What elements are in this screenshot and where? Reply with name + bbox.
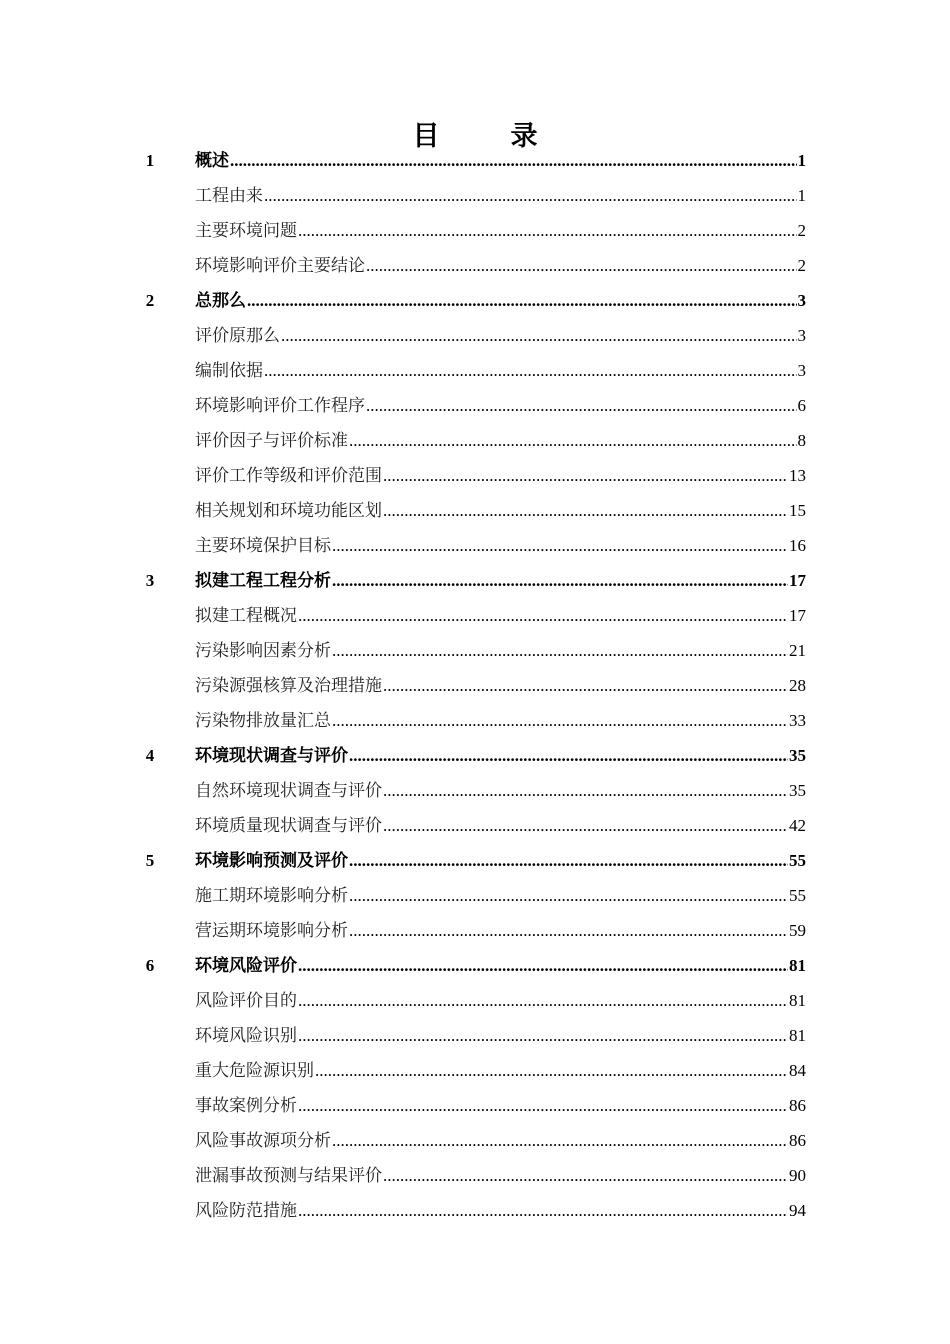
toc-entry[interactable]	[195, 703, 806, 739]
toc-entry-label: 风险评价目的	[195, 991, 297, 1011]
toc-page-number: 2	[797, 256, 806, 275]
dot-leader	[298, 1088, 788, 1123]
toc-entry[interactable]	[195, 983, 806, 1019]
toc-section-row[interactable]	[0, 318, 950, 353]
toc-entry-label: 泄漏事故预测与结果评价	[195, 1166, 382, 1186]
toc-entry[interactable]	[195, 1123, 806, 1159]
dot-leader	[349, 913, 788, 948]
dot-leader	[298, 213, 797, 248]
toc-page-number: 3	[797, 361, 806, 380]
dot-leader	[349, 878, 788, 913]
toc-page-number: 59	[789, 921, 806, 940]
toc-entry-label: 环境现状调查与评价	[195, 746, 348, 766]
toc-section-row[interactable]	[0, 458, 950, 493]
toc-page-number: 35	[789, 746, 806, 765]
dot-leader	[315, 1053, 788, 1088]
toc-page-number: 3	[797, 326, 806, 345]
toc-section-row[interactable]	[0, 1123, 950, 1158]
toc-section-row[interactable]	[0, 1193, 950, 1228]
toc-section-row[interactable]	[0, 598, 950, 633]
toc-chapter-row[interactable]	[0, 563, 950, 598]
toc-entry-label: 事故案例分析	[195, 1096, 297, 1116]
toc-entry[interactable]	[195, 353, 806, 389]
toc-entry-label: 主要环境问题	[195, 221, 297, 241]
toc-entry[interactable]	[195, 808, 806, 844]
chapter-number: 6	[145, 956, 155, 975]
dot-leader	[349, 423, 797, 458]
dot-leader	[332, 633, 788, 668]
toc-entry-label: 评价工作等级和评价范围	[195, 466, 382, 486]
dot-leader	[264, 178, 797, 213]
toc-entry[interactable]	[195, 178, 806, 214]
toc-entry[interactable]	[195, 738, 806, 774]
toc-entry-label: 评价因子与评价标准	[195, 431, 348, 451]
toc-entry-label: 拟建工程概况	[195, 606, 297, 626]
toc-entry[interactable]	[195, 1158, 806, 1194]
toc-section-row[interactable]	[0, 248, 950, 283]
toc-entry[interactable]	[195, 1088, 806, 1124]
dot-leader	[349, 843, 788, 878]
toc-page-number: 55	[789, 886, 806, 905]
toc-page-number: 2	[797, 221, 806, 240]
dot-leader	[383, 458, 788, 493]
dot-leader	[332, 528, 788, 563]
toc-page-number: 55	[789, 851, 806, 870]
toc-entry-label: 主要环境保护目标	[195, 536, 331, 556]
toc-entry-label: 施工期环境影响分析	[195, 886, 348, 906]
toc-entry-label: 重大危险源识别	[195, 1061, 314, 1081]
toc-section-row[interactable]	[0, 983, 950, 1018]
toc-entry[interactable]	[195, 493, 806, 529]
toc-entry[interactable]	[195, 948, 806, 984]
toc-entry-label: 风险事故源项分析	[195, 1131, 331, 1151]
toc-entry[interactable]	[195, 528, 806, 564]
toc-page-number: 81	[789, 956, 806, 975]
dot-leader	[383, 1158, 788, 1193]
toc-title: 目 录	[412, 121, 560, 152]
toc-entry-label: 污染源强核算及治理措施	[195, 676, 382, 696]
toc-section-row[interactable]	[0, 388, 950, 423]
toc-page-number: 1	[797, 151, 806, 170]
toc-entry-label: 相关规划和环境功能区划	[195, 501, 382, 521]
toc-section-row[interactable]	[0, 633, 950, 668]
toc-entry-label: 工程由来	[195, 186, 263, 206]
toc-page-number: 16	[789, 536, 806, 555]
toc-entry[interactable]	[195, 563, 806, 599]
toc-section-row[interactable]	[0, 773, 950, 808]
toc-page-number: 17	[789, 571, 806, 590]
toc-entry-label: 污染影响因素分析	[195, 641, 331, 661]
toc-entry-label: 环境影响评价工作程序	[195, 396, 365, 416]
dot-leader	[264, 353, 797, 388]
toc-entry[interactable]	[195, 913, 806, 949]
chapter-number: 4	[145, 746, 155, 765]
toc-entry-label: 环境影响评价主要结论	[195, 256, 365, 276]
toc-page-number: 28	[789, 676, 806, 695]
toc-entry[interactable]	[195, 388, 806, 424]
toc-entry[interactable]	[195, 248, 806, 284]
toc-page-number: 13	[789, 466, 806, 485]
toc-entry[interactable]	[195, 843, 806, 879]
toc-entry[interactable]	[195, 633, 806, 669]
toc-chapter-row[interactable]	[0, 283, 950, 318]
toc-page-number: 94	[789, 1201, 806, 1220]
chapter-number: 3	[145, 571, 155, 590]
dot-leader	[298, 983, 788, 1018]
toc-entry[interactable]	[195, 213, 806, 249]
toc-page-number: 86	[789, 1096, 806, 1115]
table-of-contents	[0, 143, 950, 1228]
dot-leader	[383, 808, 788, 843]
toc-entry-label: 环境风险识别	[195, 1026, 297, 1046]
toc-entry[interactable]	[195, 458, 806, 494]
toc-entry[interactable]	[195, 878, 806, 914]
toc-page-number: 15	[789, 501, 806, 520]
toc-page-number: 17	[789, 606, 806, 625]
dot-leader	[332, 563, 788, 598]
toc-page-number: 8	[797, 431, 806, 450]
toc-section-row[interactable]	[0, 703, 950, 738]
toc-page-number: 33	[789, 711, 806, 730]
toc-entry[interactable]	[195, 1018, 806, 1054]
toc-entry-label: 环境质量现状调查与评价	[195, 816, 382, 836]
dot-leader	[298, 1193, 788, 1228]
toc-entry[interactable]	[195, 318, 806, 354]
toc-entry-label: 环境影响预测及评价	[195, 851, 348, 871]
toc-entry-label: 环境风险评价	[195, 956, 297, 976]
toc-page-number: 6	[797, 396, 806, 415]
toc-entry-label: 拟建工程工程分析	[195, 571, 331, 591]
toc-chapter-row[interactable]	[0, 843, 950, 878]
toc-section-row[interactable]	[0, 1088, 950, 1123]
toc-entry-label: 自然环境现状调查与评价	[195, 781, 382, 801]
toc-entry[interactable]	[195, 1193, 806, 1229]
toc-chapter-row[interactable]	[0, 143, 950, 178]
toc-section-row[interactable]	[0, 1018, 950, 1053]
dot-leader	[298, 948, 788, 983]
toc-section-row[interactable]	[0, 423, 950, 458]
toc-page-number: 21	[789, 641, 806, 660]
toc-section-row[interactable]	[0, 178, 950, 213]
toc-page-number: 3	[797, 291, 806, 310]
toc-entry[interactable]	[195, 598, 806, 634]
toc-section-row[interactable]	[0, 1053, 950, 1088]
toc-entry-label: 污染物排放量汇总	[195, 711, 331, 731]
dot-leader	[349, 738, 788, 773]
toc-entry[interactable]	[195, 143, 806, 179]
toc-page-number: 1	[797, 186, 806, 205]
chapter-number: 5	[145, 851, 155, 870]
toc-entry[interactable]	[195, 668, 806, 704]
dot-leader	[247, 283, 797, 318]
toc-page-number: 35	[789, 781, 806, 800]
toc-section-row[interactable]	[0, 528, 950, 563]
toc-section-row[interactable]	[0, 913, 950, 948]
toc-entry-label: 风险防范措施	[195, 1201, 297, 1221]
dot-leader	[383, 493, 788, 528]
toc-section-row[interactable]	[0, 1158, 950, 1193]
dot-leader	[230, 143, 797, 178]
dot-leader	[366, 388, 797, 423]
toc-chapter-row[interactable]	[0, 948, 950, 983]
toc-entry-label: 概述	[195, 151, 229, 171]
toc-page-number: 84	[789, 1061, 806, 1080]
dot-leader	[332, 1123, 788, 1158]
toc-page-number: 81	[789, 1026, 806, 1045]
toc-page-number: 86	[789, 1131, 806, 1150]
dot-leader	[332, 703, 788, 738]
toc-chapter-row[interactable]	[0, 738, 950, 773]
dot-leader	[298, 1018, 788, 1053]
toc-section-row[interactable]	[0, 493, 950, 528]
toc-section-row[interactable]	[0, 878, 950, 913]
toc-page-number: 42	[789, 816, 806, 835]
toc-entry[interactable]	[195, 773, 806, 809]
toc-section-row[interactable]	[0, 213, 950, 248]
chapter-number: 1	[145, 151, 155, 170]
toc-page-number: 81	[789, 991, 806, 1010]
toc-section-row[interactable]	[0, 668, 950, 703]
toc-section-row[interactable]	[0, 353, 950, 388]
toc-entry-label: 总那么	[195, 291, 246, 311]
dot-leader	[281, 318, 797, 353]
dot-leader	[298, 598, 788, 633]
toc-entry[interactable]	[195, 423, 806, 459]
toc-section-row[interactable]	[0, 808, 950, 843]
dot-leader	[366, 248, 797, 283]
toc-entry-label: 评价原那么	[195, 326, 280, 346]
chapter-number: 2	[145, 291, 155, 310]
toc-entry-label: 营运期环境影响分析	[195, 921, 348, 941]
dot-leader	[383, 773, 788, 808]
dot-leader	[383, 668, 788, 703]
toc-entry-label: 编制依据	[195, 361, 263, 381]
toc-entry[interactable]	[195, 1053, 806, 1089]
toc-entry[interactable]	[195, 283, 806, 319]
toc-page-number: 90	[789, 1166, 806, 1185]
